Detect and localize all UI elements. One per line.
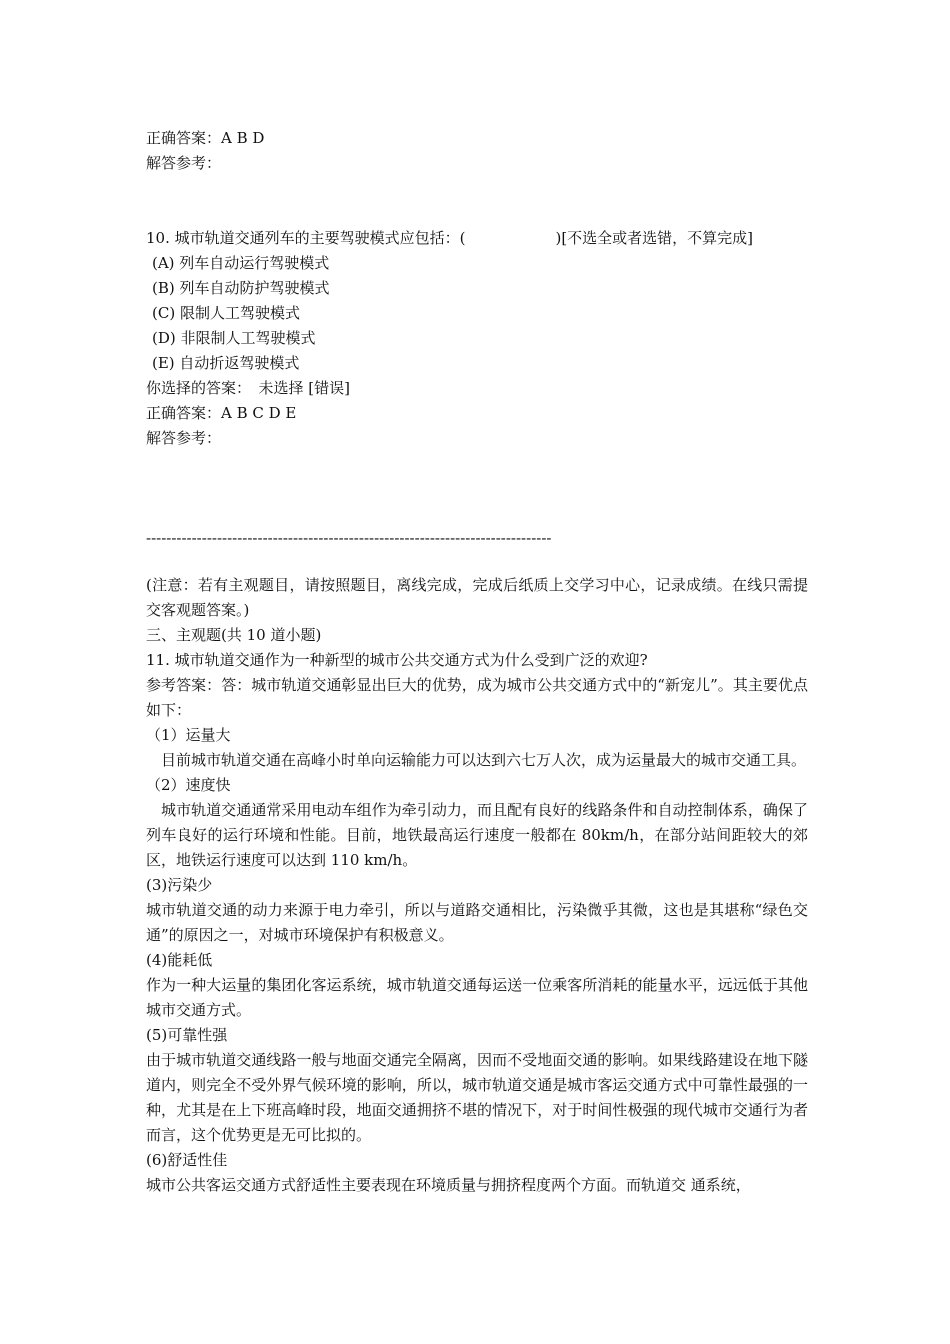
document-page xyxy=(146,126,808,1198)
q10-option-b: (B) 列车自动防护驾驶模式 xyxy=(152,279,330,297)
q11-point-6-heading: (6)舒适性佳 xyxy=(146,1151,228,1169)
q11-point-4-body: 作为一种大运量的集团化客运系统，城市轨道交通每运送一位乘客所消耗的能量水平，远远低于其他城市交通方式。 xyxy=(146,976,808,1019)
q10-option-c: (C) 限制人工驾驶模式 xyxy=(152,304,300,322)
q11-point-4-heading: (4)能耗低 xyxy=(146,951,213,969)
q11-point-5-body: 由于城市轨道交通线路一般与地面交通完全隔离，因而不受地面交通的影响。如果线路建设在地下隧道内，则完全不受外界气候环境的影响，所以，城市轨道交通是城市客运交通方式中可靠性最强的一种，尤其是在上下班高峰时段，地面交通拥挤不堪的情况下，对于时间性极强的现代城市交通行为者而言，这个优势更是无可比拟的。 xyxy=(146,1051,808,1144)
q10-option-d: (D) 非限制人工驾驶模式 xyxy=(152,329,316,347)
spacer xyxy=(146,551,808,573)
q10-question: 10. 城市轨道交通列车的主要驾驶模式应包括：( )[不选全或者选错，不算完成] xyxy=(146,229,754,247)
q10-option-e: (E) 自动折返驾驶模式 xyxy=(152,354,300,372)
q11-point-2-body: 城市轨道交通通常采用电动车组作为牵引动力，而且配有良好的线路条件和自动控制体系，确保了列车良好的运行环境和性能。目前，地铁最高运行速度一般都在 80km/h，在部分站间距较大的郊区，地铁运行速度可以达到 110 km/h。 xyxy=(146,801,808,869)
q11-point-3-body: 城市轨道交通的动力来源于电力牵引，所以与道路交通相比，污染微乎其微，这也是其堪称“绿色交通”的原因之一，对城市环境保护有积极意义。 xyxy=(146,901,808,944)
q11-answer-intro: 参考答案：答：城市轨道交通彰显出巨大的优势，成为城市公共交通方式中的“新宠儿”。其主要优点如下： xyxy=(146,676,808,719)
section-title: 三、主观题(共 10 道小题) xyxy=(146,626,322,644)
q10-reference: 解答参考： xyxy=(146,429,222,447)
q11-point-1-heading: （1）运量大 xyxy=(146,726,231,744)
q11-point-2-heading: （2）速度快 xyxy=(146,776,231,794)
q11-point-6-body: 城市公共客运交通方式舒适性主要表现在环境质量与拥挤程度两个方面。而轨道交 通系统， xyxy=(146,1176,751,1194)
notice-text: (注意：若有主观题目，请按照题目，离线完成，完成后纸质上交学习中心，记录成绩。在线只需提交客观题答案。) xyxy=(146,576,808,619)
q9-correct-answer: 正确答案：A B D xyxy=(146,129,265,147)
q10-correct-answer: 正确答案：A B C D E xyxy=(146,404,297,422)
divider-line: -------------------------------------------------------------------------------- xyxy=(146,529,552,547)
q11-point-3-heading: (3)污染少 xyxy=(146,876,213,894)
q11-point-5-heading: (5)可靠性强 xyxy=(146,1026,228,1044)
q9-reference: 解答参考： xyxy=(146,154,222,172)
q11-question: 11. 城市轨道交通作为一种新型的城市公共交通方式为什么受到广泛的欢迎? xyxy=(146,651,648,669)
spacer xyxy=(146,451,808,526)
spacer xyxy=(146,176,808,226)
q11-point-1-body: 目前城市轨道交通在高峰小时单向运输能力可以达到六七万人次，成为运量最大的城市交通工具。 xyxy=(146,751,807,769)
q10-option-a: (A) 列车自动运行驾驶模式 xyxy=(152,254,330,272)
q10-your-answer: 你选择的答案： 未选择 [错误] xyxy=(146,379,350,397)
